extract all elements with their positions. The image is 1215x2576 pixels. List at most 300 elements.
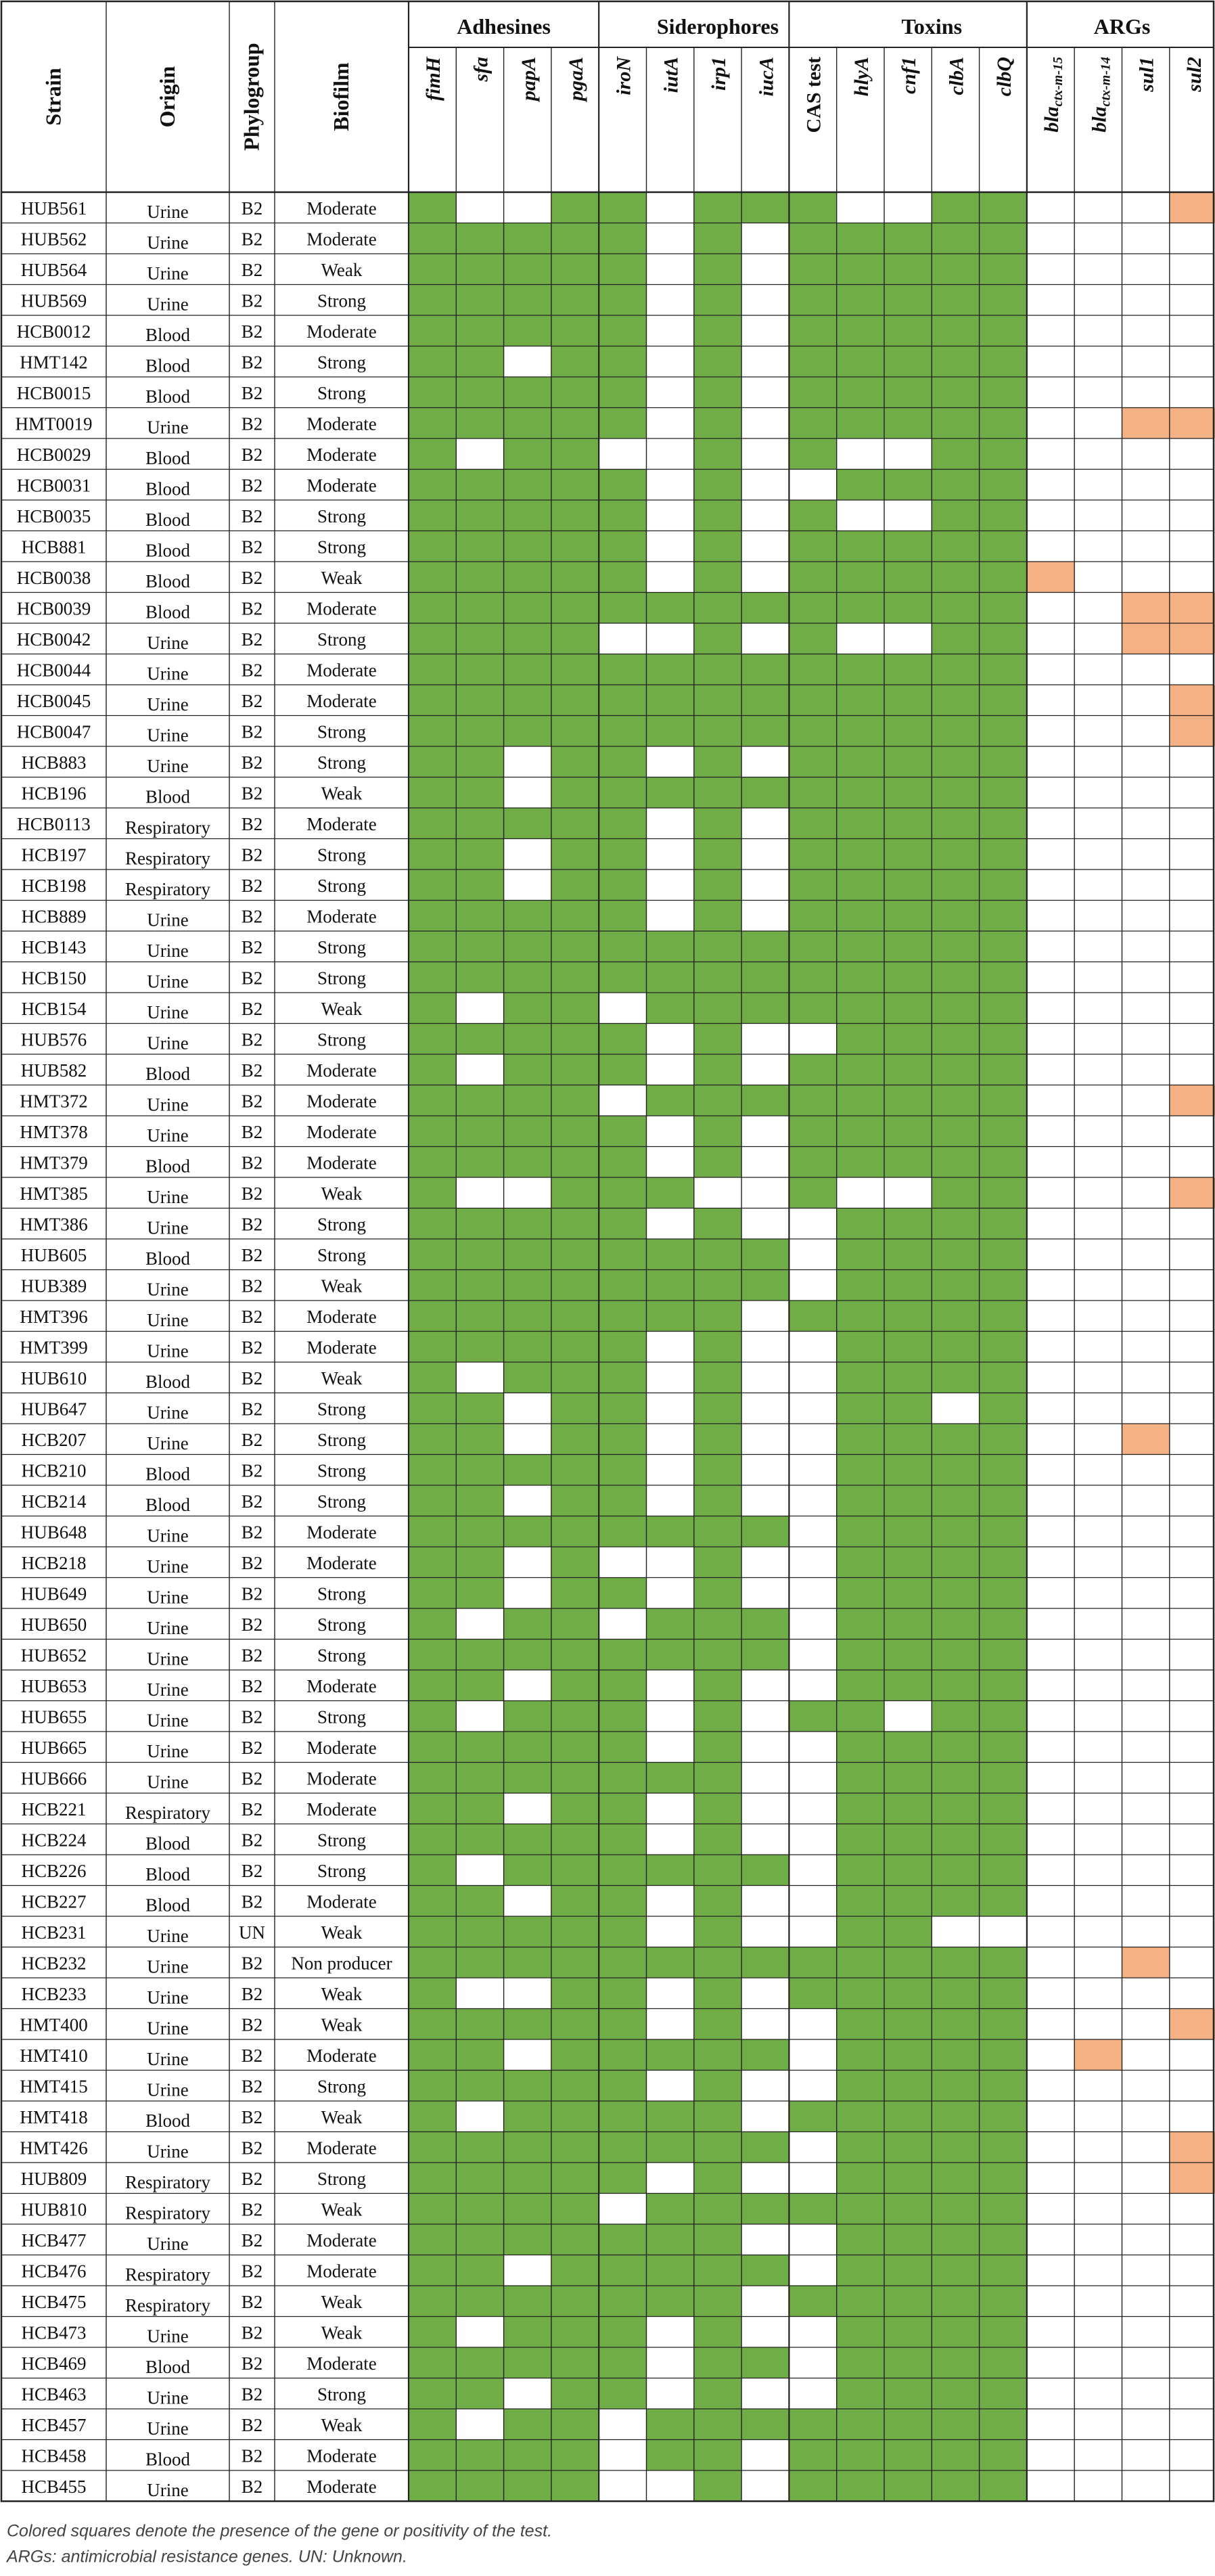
gene-cell — [1074, 2132, 1122, 2163]
gene-cell — [789, 685, 836, 716]
gene-cell — [504, 2317, 551, 2348]
gene-cell — [694, 1608, 741, 1640]
gene-cell — [980, 1024, 1027, 1055]
cell-biofilm: Strong — [317, 352, 367, 373]
gene-cell — [647, 1270, 694, 1301]
cell-biofilm: Moderate — [306, 1675, 377, 1696]
gene-cell — [599, 2255, 646, 2286]
gene-cell — [551, 1608, 599, 1640]
gene-cell — [741, 2378, 789, 2410]
gene-cell — [932, 1455, 979, 1486]
gene-cell — [932, 2440, 979, 2471]
gene-cell — [837, 1670, 884, 1701]
gene-cell — [1122, 315, 1170, 346]
cell-biofilm: Moderate — [306, 2261, 377, 2282]
gene-cell — [456, 1362, 503, 1393]
gene-cell — [599, 192, 646, 223]
gene-cell — [837, 2101, 884, 2132]
gene-cell — [647, 1024, 694, 1055]
cell-strain: HCB232 — [21, 1953, 87, 1974]
gene-cell — [409, 1208, 456, 1240]
gene-cell — [837, 1947, 884, 1979]
gene-cell — [1170, 1608, 1215, 1640]
gene-cell — [1170, 2286, 1215, 2317]
gene-cell — [741, 1670, 789, 1701]
cell-biofilm: Strong — [317, 752, 367, 773]
gene-cell — [980, 931, 1027, 962]
cell-strain: HCB231 — [21, 1922, 87, 1943]
cell-origin: Urine — [147, 1556, 189, 1577]
gene-cell — [456, 1147, 503, 1178]
gene-cell — [837, 1978, 884, 2009]
gene-cell — [932, 408, 979, 439]
gene-cell — [1122, 1793, 1170, 1824]
gene-cell — [551, 2163, 599, 2194]
gene-cell — [1170, 2071, 1215, 2102]
gene-cell — [599, 931, 646, 962]
gene-cell — [1170, 1732, 1215, 1763]
gene-cell — [599, 346, 646, 378]
cell-origin: Blood — [145, 2449, 191, 2470]
gene-cell — [599, 2194, 646, 2225]
gene-cell — [741, 1147, 789, 1178]
gene-cell — [1122, 1763, 1170, 1794]
gene-cell — [1027, 777, 1074, 809]
gene-cell — [884, 1485, 932, 1516]
gene-cell — [551, 1024, 599, 1055]
gene-cell — [694, 931, 741, 962]
gene-cell — [409, 2009, 456, 2040]
gene-cell — [980, 1332, 1027, 1363]
gene-cell — [599, 1147, 646, 1178]
gene-cell — [1122, 869, 1170, 901]
cell-origin: Urine — [147, 1956, 189, 1977]
gene-cell — [789, 1424, 836, 1455]
gene-cell — [647, 1670, 694, 1701]
gene-cell — [932, 685, 979, 716]
cell-strain: HMT142 — [20, 352, 88, 373]
gene-cell — [694, 1054, 741, 1085]
cell-origin: Respiratory — [125, 878, 210, 899]
gene-cell — [932, 2255, 979, 2286]
gene-cell — [409, 1362, 456, 1393]
gene-cell — [504, 1916, 551, 1947]
gene-cell — [1074, 1701, 1122, 1732]
gene-cell — [409, 1824, 456, 1855]
gene-cell — [504, 315, 551, 346]
gene-cell — [1074, 1855, 1122, 1886]
gene-cell — [789, 993, 836, 1024]
gene-cell — [789, 654, 836, 685]
gene-cell — [504, 931, 551, 962]
gene-cell — [694, 2039, 741, 2071]
cell-strain: HCB0047 — [16, 721, 91, 742]
gene-cell — [837, 1578, 884, 1609]
gene-cell — [551, 1732, 599, 1763]
gene-cell — [837, 1362, 884, 1393]
gene-cell — [980, 1116, 1027, 1147]
gene-cell — [1170, 1455, 1215, 1486]
gene-cell — [789, 1640, 836, 1671]
gene-cell — [694, 593, 741, 624]
gene-cell — [1027, 1732, 1074, 1763]
gene-cell — [884, 2163, 932, 2194]
gene-cell — [789, 593, 836, 624]
gene-cell — [1170, 1763, 1215, 1794]
gene-cell — [504, 685, 551, 716]
gene-cell — [837, 1455, 884, 1486]
gene-cell — [1074, 408, 1122, 439]
gene-cell — [1122, 716, 1170, 747]
gene-cell — [1074, 1485, 1122, 1516]
gene-cell — [789, 2132, 836, 2163]
cell-phylogroup: B2 — [241, 2476, 263, 2497]
cell-strain: HCB143 — [21, 936, 87, 957]
gene-cell — [789, 1085, 836, 1116]
cell-strain: HCB0031 — [16, 475, 91, 496]
gene-cell — [647, 1177, 694, 1208]
gene-cell — [932, 1270, 979, 1301]
gene-cell — [1027, 593, 1074, 624]
gene-cell — [456, 1978, 503, 2009]
gene-cell — [551, 2101, 599, 2132]
gene-cell — [647, 1455, 694, 1486]
cell-strain: HCB227 — [21, 1891, 87, 1912]
gene-cell — [409, 223, 456, 254]
gene-cell — [741, 1516, 789, 1547]
gene-cell — [932, 1793, 979, 1824]
gene-cell — [884, 2132, 932, 2163]
gene-cell — [1170, 1393, 1215, 1424]
gene-cell — [1027, 1701, 1074, 1732]
gene-cell — [741, 1455, 789, 1486]
gene-cell — [980, 593, 1027, 624]
gene-cell — [837, 1147, 884, 1178]
gene-cell — [1122, 1424, 1170, 1455]
gene-cell — [789, 2440, 836, 2471]
cell-phylogroup: B2 — [241, 444, 263, 465]
gene-cell — [504, 1424, 551, 1455]
gene-cell — [837, 1270, 884, 1301]
gene-cell — [694, 2224, 741, 2255]
cell-biofilm: Moderate — [306, 444, 377, 465]
gene-cell — [884, 2317, 932, 2348]
gene-cell — [1074, 500, 1122, 531]
gene-cell — [409, 2101, 456, 2132]
gene-cell — [884, 1916, 932, 1947]
cell-strain: HCB233 — [21, 1983, 87, 2004]
gene-cell — [504, 2224, 551, 2255]
gene-cell — [409, 2378, 456, 2410]
gene-cell — [694, 377, 741, 408]
gene-cell — [504, 593, 551, 624]
gene-cell — [504, 377, 551, 408]
cell-biofilm: Weak — [321, 1983, 363, 2004]
gene-cell — [409, 1670, 456, 1701]
cell-strain: HCB218 — [21, 1552, 87, 1573]
gene-cell — [1122, 2101, 1170, 2132]
gene-cell — [741, 869, 789, 901]
cell-origin: Urine — [147, 1402, 189, 1423]
gene-cell — [647, 1393, 694, 1424]
gene-cell — [980, 1978, 1027, 2009]
gene-cell — [551, 2255, 599, 2286]
cell-biofilm: Strong — [317, 875, 367, 896]
gene-cell — [1027, 1054, 1074, 1085]
cell-strain: HMT399 — [20, 1337, 88, 1358]
cell-biofilm: Strong — [317, 1460, 367, 1481]
cell-origin: Urine — [147, 1001, 189, 1022]
gene-cell — [694, 470, 741, 501]
gene-cell — [409, 1054, 456, 1085]
gene-cell — [884, 1362, 932, 1393]
cell-strain: HMT378 — [20, 1121, 88, 1142]
gene-cell — [741, 562, 789, 593]
gene-cell — [741, 2409, 789, 2440]
cell-strain: HCB198 — [21, 875, 87, 896]
gene-cell — [932, 470, 979, 501]
gene-cell — [837, 2039, 884, 2071]
cell-phylogroup: B2 — [241, 906, 263, 927]
cell-biofilm: Moderate — [306, 1121, 377, 1142]
cell-origin: Urine — [147, 663, 189, 684]
gene-cell — [409, 531, 456, 562]
gene-cell — [456, 192, 503, 223]
cell-phylogroup: B2 — [241, 998, 263, 1019]
gene-cell — [456, 1393, 503, 1424]
gene-cell — [1170, 1024, 1215, 1055]
gene-cell — [1074, 2317, 1122, 2348]
gene-cell — [741, 2286, 789, 2317]
cell-strain: HCB154 — [21, 998, 87, 1019]
gene-cell — [551, 1424, 599, 1455]
column-header-biofilm: Biofilm — [329, 62, 353, 131]
gene-cell — [694, 777, 741, 809]
gene-cell — [1170, 1670, 1215, 1701]
cell-strain: HUB666 — [20, 1768, 87, 1789]
gene-cell — [1170, 1947, 1215, 1979]
gene-cell — [551, 1485, 599, 1516]
gene-cell — [1122, 1455, 1170, 1486]
gene-cell — [599, 1085, 646, 1116]
gene-cell — [837, 1177, 884, 1208]
cell-biofilm: Moderate — [306, 2353, 377, 2374]
gene-cell — [504, 470, 551, 501]
gene-cell — [551, 2440, 599, 2471]
gene-cell — [741, 993, 789, 1024]
gene-cell — [647, 562, 694, 593]
gene-cell — [456, 1578, 503, 1609]
gene-cell — [789, 1024, 836, 1055]
gene-cell — [504, 869, 551, 901]
gene-cell — [1074, 2039, 1122, 2071]
gene-cell — [1122, 1516, 1170, 1547]
gene-cell — [932, 223, 979, 254]
gene-cell — [647, 254, 694, 285]
gene-cell — [599, 1578, 646, 1609]
gene-cell — [1074, 377, 1122, 408]
group-header: ARGs — [1093, 14, 1151, 39]
gene-cell — [789, 1301, 836, 1332]
cell-strain: HUB665 — [20, 1737, 87, 1758]
gene-cell — [741, 2194, 789, 2225]
gene-cell — [1074, 1793, 1122, 1824]
gene-cell — [694, 2347, 741, 2378]
cell-strain: HMT426 — [20, 2138, 88, 2159]
gene-cell — [884, 1393, 932, 1424]
footnote: Colored squares denote the presence of the gene or positivity of the test. — [7, 2521, 553, 2541]
gene-cell — [980, 1640, 1027, 1671]
gene-cell — [1122, 2224, 1170, 2255]
cell-biofilm: Weak — [321, 2014, 363, 2035]
gene-cell — [1027, 500, 1074, 531]
gene-cell — [1170, 562, 1215, 593]
gene-cell — [980, 285, 1027, 316]
gene-cell — [1074, 2378, 1122, 2410]
gene-cell — [456, 2194, 503, 2225]
gene-cell — [456, 1332, 503, 1363]
gene-cell — [1122, 746, 1170, 777]
gene-cell — [884, 901, 932, 932]
gene-cell — [884, 254, 932, 285]
gene-label-subscript: ctx-m-15 — [1051, 57, 1066, 107]
gene-cell — [504, 777, 551, 809]
gene-cell — [1170, 901, 1215, 932]
gene-cell — [456, 2440, 503, 2471]
gene-cell — [694, 1301, 741, 1332]
gene-cell — [1170, 285, 1215, 316]
gene-cell — [932, 2317, 979, 2348]
gene-cell — [980, 315, 1027, 346]
gene-cell — [741, 685, 789, 716]
gene-cell — [694, 839, 741, 870]
gene-cell — [837, 1732, 884, 1763]
gene-cell — [409, 1024, 456, 1055]
gene-header — [993, 57, 1015, 96]
gene-cell — [789, 1978, 836, 2009]
gene-cell — [932, 1578, 979, 1609]
gene-cell — [1170, 377, 1215, 408]
gene-cell — [551, 2224, 599, 2255]
cell-biofilm: Strong — [317, 382, 367, 403]
gene-cell — [647, 377, 694, 408]
gene-cell — [409, 1455, 456, 1486]
gene-cell — [409, 993, 456, 1024]
gene-cell — [932, 1670, 979, 1701]
gene-cell — [456, 839, 503, 870]
gene-cell — [1122, 1332, 1170, 1363]
cell-origin: Urine — [147, 632, 189, 653]
gene-cell — [409, 962, 456, 993]
gene-cell — [884, 962, 932, 993]
gene-cell — [1027, 869, 1074, 901]
gene-cell — [599, 1362, 646, 1393]
gene-cell — [1074, 1393, 1122, 1424]
gene-cell — [1170, 1516, 1215, 1547]
gene-cell — [409, 1701, 456, 1732]
gene-cell — [647, 839, 694, 870]
gene-cell — [551, 1455, 599, 1486]
gene-cell — [1027, 470, 1074, 501]
cell-biofilm: Moderate — [306, 598, 377, 619]
cell-strain: HMT410 — [20, 2045, 88, 2066]
gene-cell — [456, 1732, 503, 1763]
gene-cell — [551, 1793, 599, 1824]
gene-cell — [504, 2470, 551, 2502]
gene-cell — [884, 1855, 932, 1886]
cell-biofilm: Moderate — [306, 2045, 377, 2066]
gene-cell — [599, 1855, 646, 1886]
gene-cell — [980, 2132, 1027, 2163]
gene-cell — [837, 2409, 884, 2440]
gene-cell — [980, 377, 1027, 408]
gene-cell — [409, 1332, 456, 1363]
gene-cell — [456, 623, 503, 654]
cell-biofilm: Moderate — [306, 1337, 377, 1358]
gene-cell — [694, 716, 741, 747]
gene-cell — [456, 1301, 503, 1332]
cell-phylogroup: B2 — [241, 505, 263, 526]
gene-cell — [980, 1701, 1027, 1732]
cell-strain: HMT379 — [20, 1152, 88, 1173]
cell-phylogroup: B2 — [241, 1552, 263, 1573]
gene-cell — [884, 623, 932, 654]
gene-cell — [1027, 1916, 1074, 1947]
gene-cell — [599, 2009, 646, 2040]
gene-cell — [741, 1485, 789, 1516]
gene-cell — [1074, 685, 1122, 716]
cell-origin: Urine — [147, 1432, 189, 1453]
gene-cell — [789, 2378, 836, 2410]
gene-cell — [551, 562, 599, 593]
gene-cell — [409, 1763, 456, 1794]
cell-strain: HUB389 — [20, 1275, 87, 1296]
cell-phylogroup: B2 — [241, 1337, 263, 1358]
gene-cell — [551, 1855, 599, 1886]
gene-cell — [551, 777, 599, 809]
gene-cell — [599, 1763, 646, 1794]
gene-cell — [1122, 1208, 1170, 1240]
gene-cell — [1170, 1886, 1215, 1917]
gene-cell — [409, 623, 456, 654]
gene-cell — [551, 1886, 599, 1917]
gene-cell — [980, 1208, 1027, 1240]
cell-biofilm: Weak — [321, 1368, 363, 1388]
gene-cell — [980, 1516, 1027, 1547]
cell-origin: Urine — [147, 1587, 189, 1608]
gene-cell — [694, 1147, 741, 1178]
gene-cell — [837, 2378, 884, 2410]
gene-cell — [884, 777, 932, 809]
gene-cell — [647, 1916, 694, 1947]
gene-cell — [504, 2378, 551, 2410]
gene-cell — [647, 2163, 694, 2194]
gene-cell — [456, 223, 503, 254]
gene-cell — [647, 438, 694, 470]
gene-cell — [456, 1116, 503, 1147]
gene-cell — [1122, 562, 1170, 593]
gene-cell — [409, 901, 456, 932]
gene-cell — [837, 223, 884, 254]
gene-cell — [980, 962, 1027, 993]
cell-origin: Blood — [145, 1156, 191, 1177]
gene-cell — [1074, 1085, 1122, 1116]
gene-cell — [932, 1147, 979, 1178]
gene-cell — [1122, 685, 1170, 716]
cell-phylogroup: B2 — [241, 1614, 263, 1635]
gene-cell — [647, 2101, 694, 2132]
cell-origin: Urine — [147, 1987, 189, 2008]
